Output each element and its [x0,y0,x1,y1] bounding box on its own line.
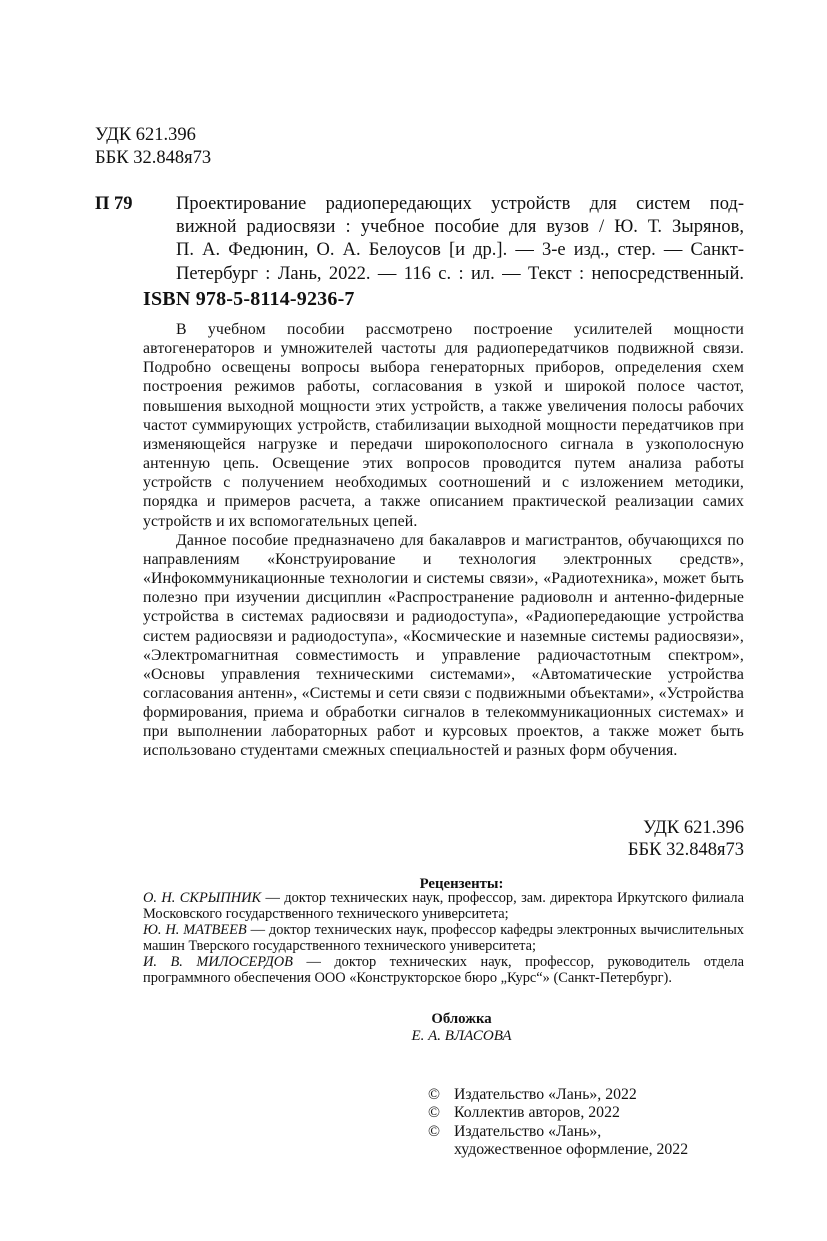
copyright-text: Издательство «Лань», [454,1122,602,1140]
biblio-line: Проектирование радиопередающих устройств для систем под- [176,194,744,214]
reviewers-heading: Рецензенты: [419,876,504,892]
copyright-line [428,1141,688,1159]
classification-codes-top [95,124,211,170]
biblio-line: вижной радиосвязи : учебное пособие для вузов / Ю. Т. Зырянов, [176,217,744,238]
bbk-code: ББК 32.848я73 [95,148,212,168]
reviewer-entry [143,891,744,923]
udk-code: УДК 621.396 [643,818,744,838]
reviewer-description: — доктор технических наук, профессор, зам. директора Иркутского филиала Московского государственного технического университета; [143,890,744,922]
reviewer-description: — доктор технических наук, профессор, руководитель отдела программного обеспечения ООО «Конструкторское бюро „Курс“» (Санкт-Петербург). [143,953,744,986]
annotation-paragraph: В учебном пособии рассмотрено построение усилителей мощности автогенераторов и умножителей частоты для радиопередатчиков подвижной связи. Подробно освещены вопросы выбора генераторных приборов, определения схем построения режимов работы, согласования в узкой и широкой полосе частот, повышения выходной мощности этих устройств, а также увеличения полосы рабочих частот суммирующих устройств, стабилизации выходной мощности передатчиков при изменяющейся нагрузке и передачи широкополосного сигнала в узкополосную антенную цепь. Освещение этих вопросов проводится путем анализа работы устройств с получением необходимых соотношений и с изложением методики, порядка и примеров расчета, а также описанием практической реализации самих устройств и их вспомогательных цепей. [143,321,744,530]
reviewers-list [143,891,744,986]
udk-code: УДК 621.396 [95,125,196,145]
classification-codes-right [628,817,744,861]
copyright-line [428,1104,688,1122]
annotation [143,320,744,761]
author-code: П 79 [95,194,133,214]
copyright-text: Издательство «Лань», 2022 [454,1086,637,1103]
copyright-icon: © [428,1104,441,1122]
reviewer-name: Ю. Н. МАТВЕЕВ [143,921,247,938]
copyright-icon: © [428,1086,441,1103]
copyright-line [428,1123,688,1141]
copyright-line [428,1086,688,1104]
reviewer-description: — доктор технических наук, профессор кафедры электронных вычислительных машин Тверского государственного технического университета; [143,921,744,954]
copyright-text: Коллектив авторов, 2022 [454,1104,620,1122]
biblio-line: Петербург : Лань, 2022. — 116 с. : ил. — Текст : непосредственный. [176,263,744,284]
isbn: ISBN 978-5-8114-9236-7 [143,288,355,310]
copyright-block [428,1086,688,1159]
reviewer-entry [143,955,744,987]
biblio-line: П. А. Федюнин, О. А. Белоусов [и др.]. — 3-е изд., стер. — Санкт- [176,240,744,261]
copyright-icon: © [428,1122,441,1140]
cover-heading: Обложка [431,1011,492,1027]
reviewer-name: И. В. МИЛОСЕРДОВ [143,953,293,970]
reviewer-name: О. Н. СКРЫПНИК [143,890,262,906]
bibliographic-record [176,193,744,286]
reviewer-entry [143,923,744,955]
copyright-text: художественное оформление, 2022 [454,1140,689,1158]
cover-designer: Е. А. ВЛАСОВА [411,1028,512,1044]
bbk-code: ББК 32.848я73 [627,840,744,860]
annotation-paragraph: Данное пособие предназначено для бакалавров и магистрантов, обучающихся по направлениям «Конструирование и технология электронных средств», «Инфокоммуникационные технологии и системы связи», «Радиотехника», может быть полезно при изучении дисциплин «Распространение радиоволн и антенно-фидерные устройства в системах радиосвязи и радиодоступа», «Радиопередающие устройства систем радиосвязи и радиодоступа», «Космические и наземные системы радиосвязи», «Электромагнитная совместимость и управление радиочастотным спектром», «Основы управления техническими системами», «Автоматические устройства согласования антенн», «Системы и сети связи с подвижными объектами», «Устройства формирования, приема и обработки сигналов в телекоммуникационных системах» и при выполнении лабораторных работ и курсовых проектов, а также может быть использовано студентами смежных специальностей и разных форм обучения. [143,531,744,760]
